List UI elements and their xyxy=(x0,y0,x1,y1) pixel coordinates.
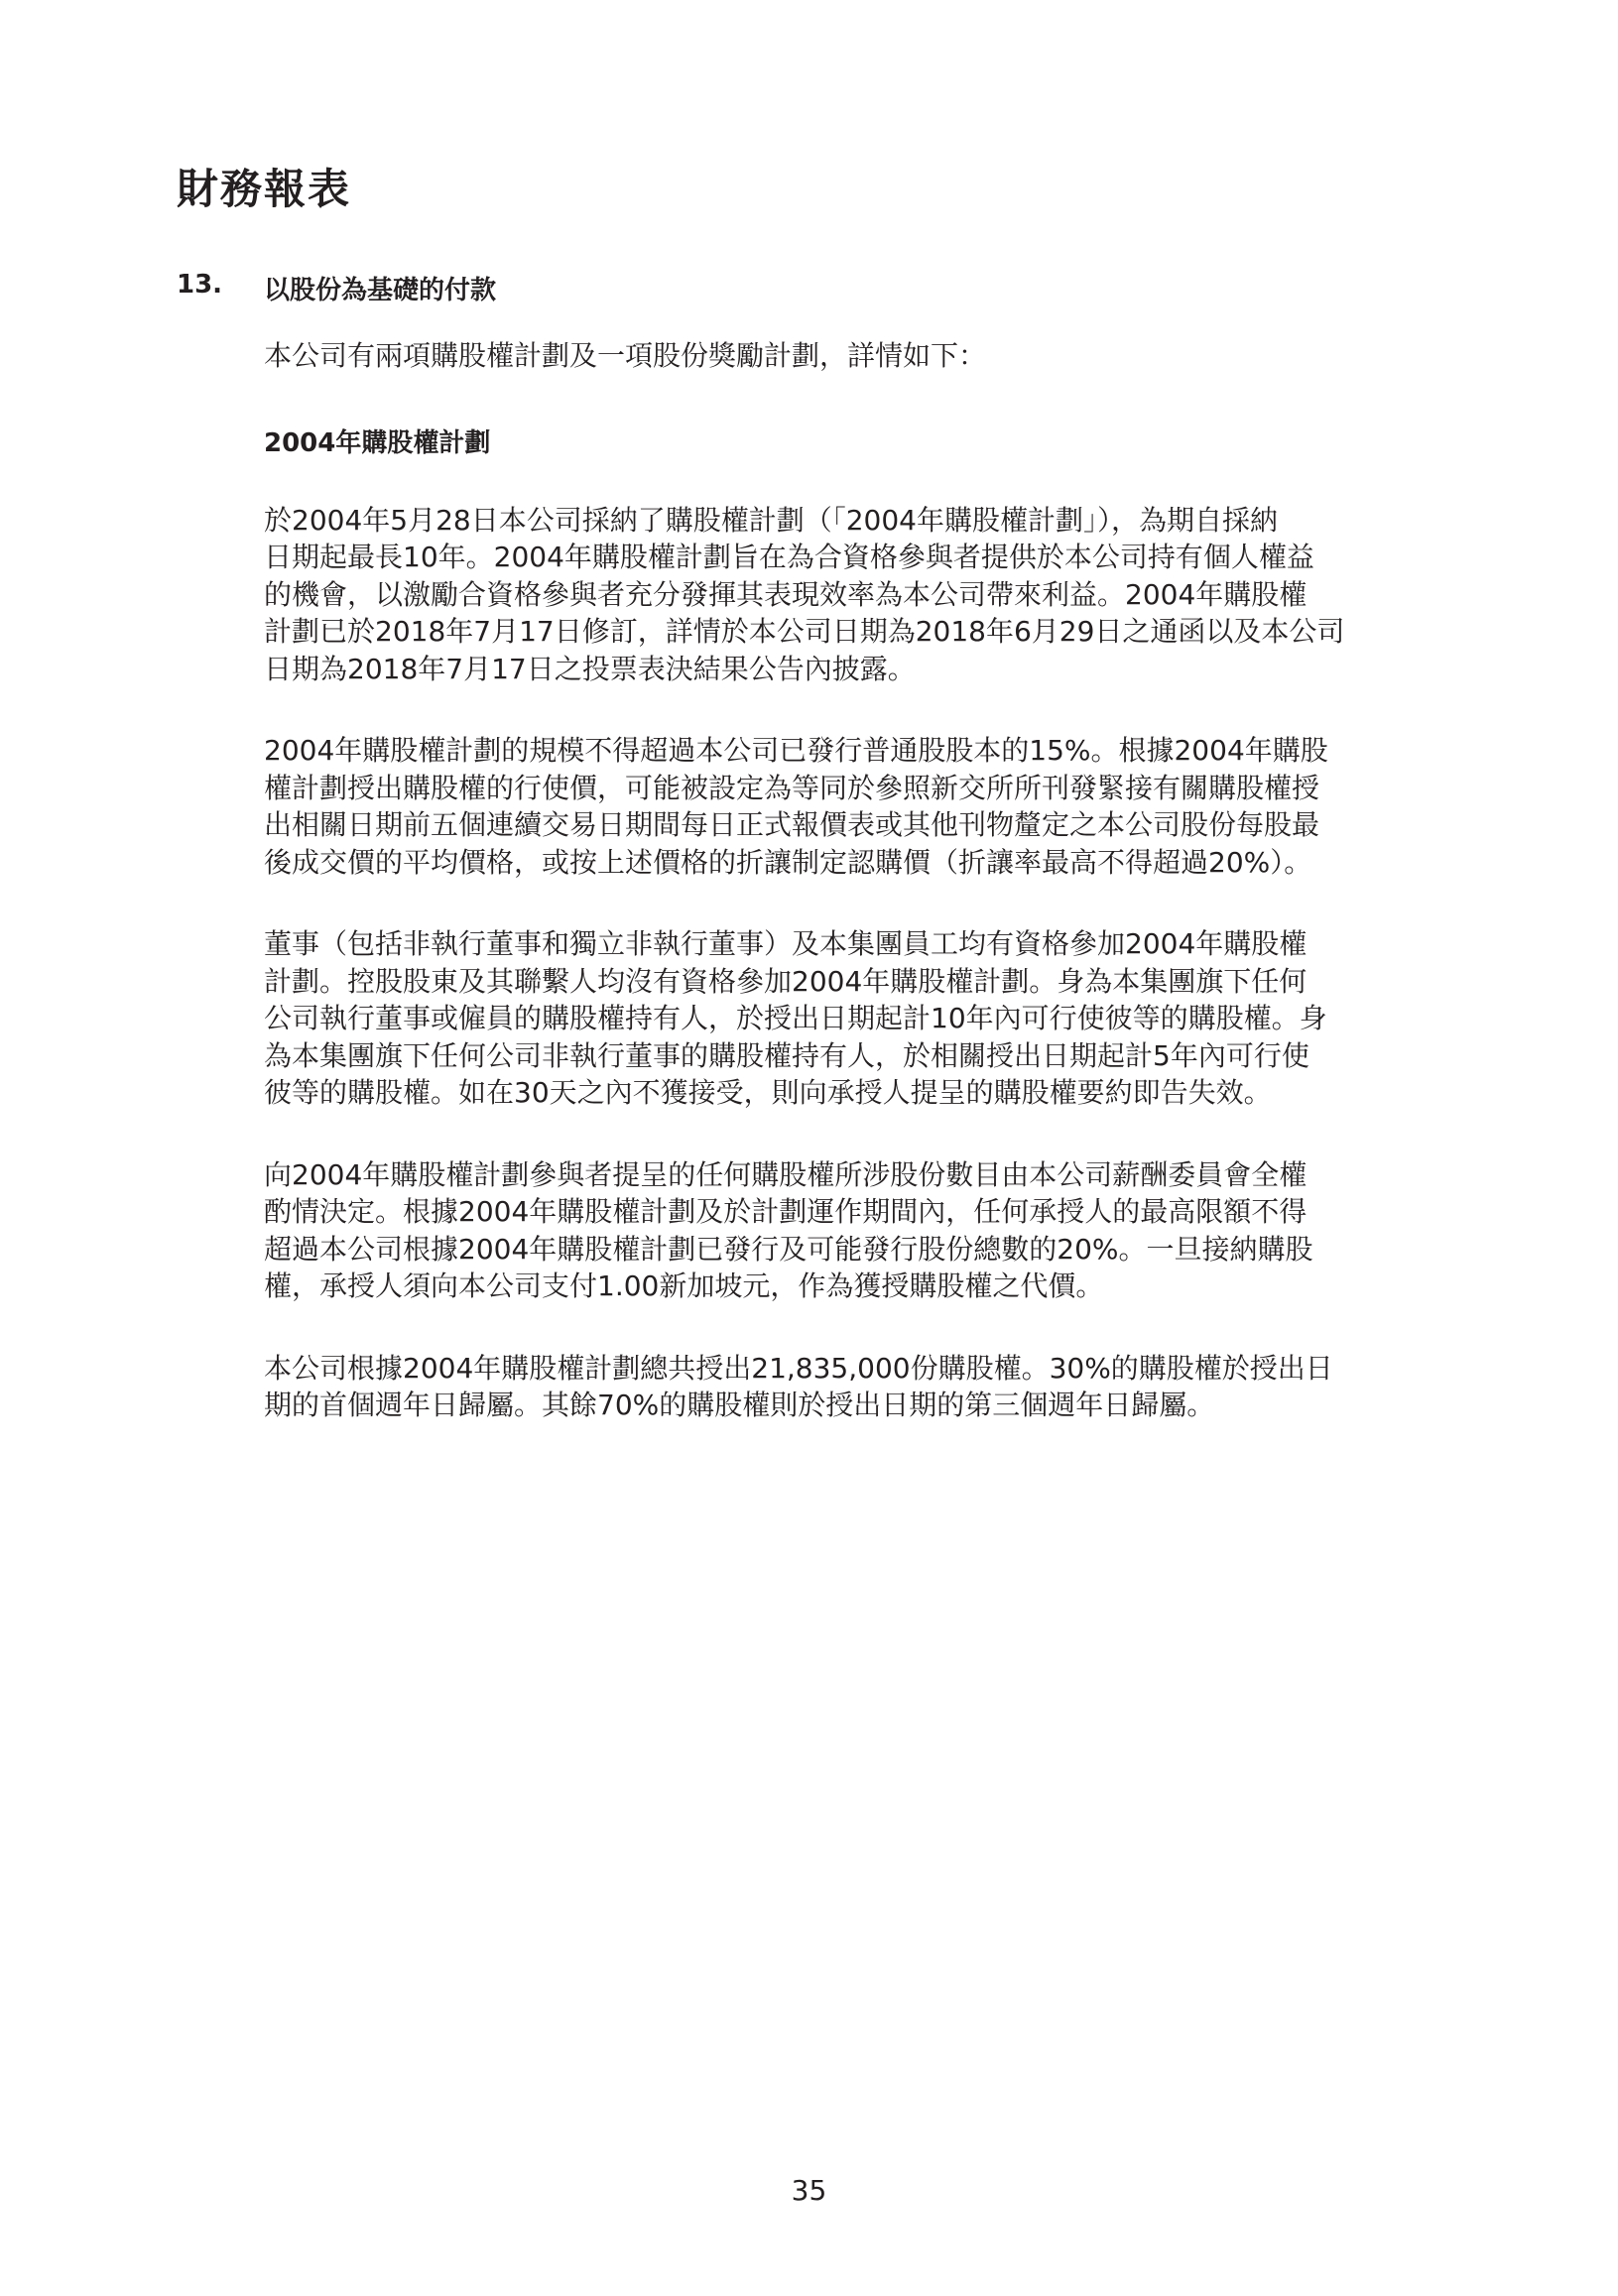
paragraph-line: 彼等的購股權。如在30天之內不獲接受，則向承授人提呈的購股權要約即告失效。 xyxy=(264,1076,1272,1109)
section-number: 13. xyxy=(177,270,223,300)
page-title: 財務報表 xyxy=(177,165,352,213)
paragraph-line: 為本集團旗下任何公司非執行董事的購股權持有人，於相關授出日期起計5年內可行使 xyxy=(264,1038,1309,1072)
paragraph-line: 於2004年5月28日本公司採納了購股權計劃（「2004年購股權計劃」），為期自採納 xyxy=(264,503,1278,537)
paragraph-scheme-size xyxy=(264,732,1434,881)
paragraph-adoption xyxy=(264,502,1434,688)
paragraph-line: 權計劃授出購股權的行使價，可能被設定為等同於參照新交所所刊發緊接有關購股權授 xyxy=(264,771,1320,804)
section-body xyxy=(264,337,1434,1469)
paragraph-eligibility xyxy=(264,925,1434,1112)
paragraph-line: 日期起最長10年。2004年購股權計劃旨在為合資格參與者提供於本公司持有個人權益 xyxy=(264,541,1314,573)
paragraph-line: 計劃。控股股東及其聯繫人均沒有資格參加2004年購股權計劃。身為本集團旗下任何 xyxy=(264,964,1307,998)
paragraph-line: 超過本公司根據2004年購股權計劃已發行及可能發行股份總數的20%。一旦接納購股 xyxy=(264,1232,1313,1266)
paragraph-vesting xyxy=(264,1350,1434,1424)
paragraph-line: 酌情決定。根據2004年購股權計劃及於計劃運作期間內，任何承授人的最高限額不得 xyxy=(264,1195,1307,1228)
paragraph-line: 後成交價的平均價格，或按上述價格的折讓制定認購價（折讓率最高不得超過20%）。 xyxy=(264,845,1312,879)
page-number: 35 xyxy=(791,2174,827,2207)
paragraph-line: 本公司根據2004年購股權計劃總共授出21,835,000份購股權。30%的購股權於授出日 xyxy=(264,1351,1333,1385)
paragraph-line: 期的首個週年日歸屬。其餘70%的購股權則於授出日期的第三個週年日歸屬。 xyxy=(264,1389,1215,1421)
paragraph-line: 出相關日期前五個連續交易日期間每日正式報價表或其他刊物釐定之本公司股份每股最 xyxy=(264,808,1320,841)
intro-paragraph: 本公司有兩項購股權計劃及一項股份獎勵計劃，詳情如下： xyxy=(264,339,987,372)
paragraph-line: 計劃已於2018年7月17日修訂，詳情於本公司日期為2018年6月29日之通函以及本公司 xyxy=(264,615,1345,648)
paragraph-line: 向2004年購股權計劃參與者提呈的任何購股權所涉股份數目由本公司薪酬委員會全權 xyxy=(264,1157,1307,1191)
paragraph-line: 的機會，以激勵合資格參與者充分發揮其表現效率為本公司帶來利益。2004年購股權 xyxy=(264,577,1307,611)
paragraph-line: 權，承授人須向本公司支付1.00新加坡元，作為獲授購股權之代價。 xyxy=(264,1269,1104,1302)
subheading-2004-scheme: 2004年購股權計劃 xyxy=(264,427,491,458)
paragraph-line: 日期為2018年7月17日之投票表決結果公告內披露。 xyxy=(264,652,916,685)
paragraph-limits xyxy=(264,1156,1434,1305)
section-title: 以股份為基礎的付款 xyxy=(264,276,497,305)
paragraph-line: 公司執行董事或僱員的購股權持有人，於授出日期起計10年內可行使彼等的購股權。身 xyxy=(264,1002,1327,1034)
paragraph-line: 2004年購股權計劃的規模不得超過本公司已發行普通股股本的15%。根據2004年購股 xyxy=(264,734,1328,767)
paragraph-line: 董事（包括非執行董事和獨立非執行董事）及本集團員工均有資格參加2004年購股權 xyxy=(264,927,1307,960)
